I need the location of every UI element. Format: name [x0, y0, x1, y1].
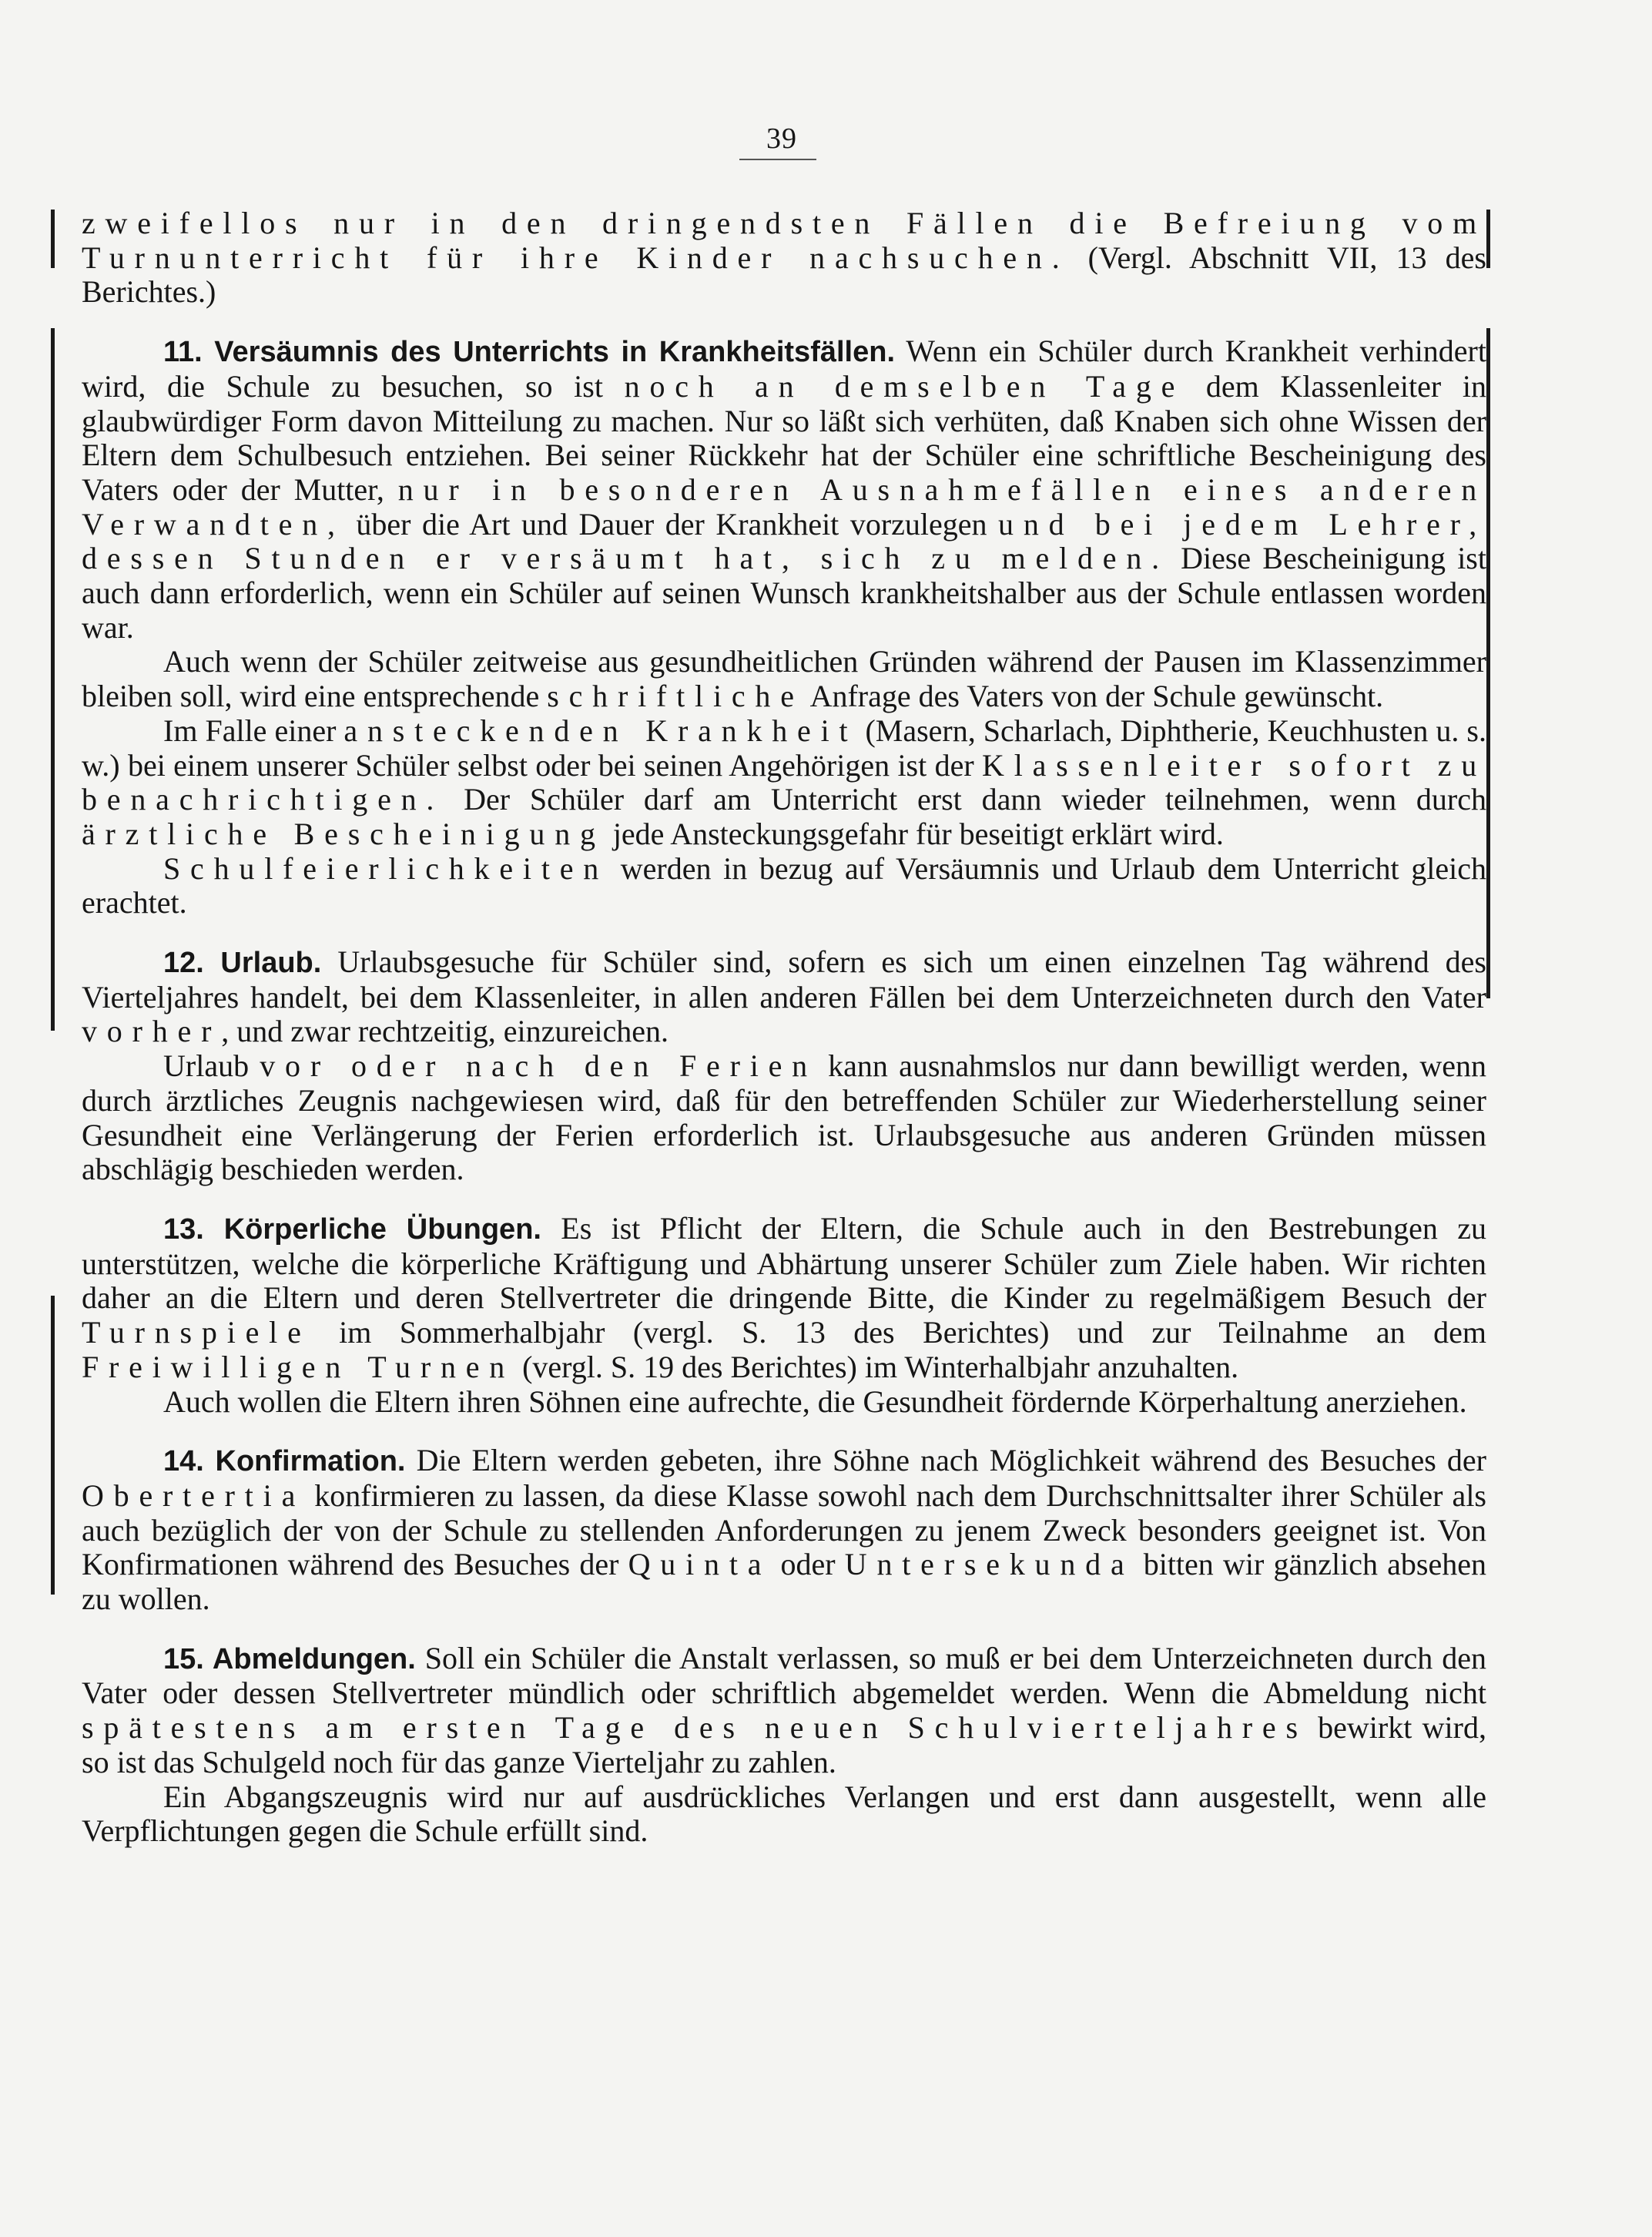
- s15-p1-emph: spätestens am ersten Tage des neuen Schulvierteljahres: [82, 1710, 1308, 1746]
- s11-text-c: dem Klassenleiter in glaubwürdiger Form davon Mitteilung zu machen. Nur so läßt sich verhüten, daß Knaben sich ohne Wissen der Eltern dem Schulbesuch entziehen. Bei seiner Rückkehr hat der Schüler eine schriftliche Bescheinigung des Vaters oder der Mutter,: [82, 368, 1486, 507]
- section-11-heading: 11. Versäumnis des Unterrichts in Krankheitsfällen.: [163, 336, 895, 369]
- s11-emph-b: noch an demselben Tage: [624, 368, 1185, 404]
- page-number: 39: [766, 122, 797, 155]
- intro-emphasis: zweifellos nur in den dringendsten Fällen die Befreiung vom Turnunterricht für ihre Kinder nachsuchen.: [82, 206, 1486, 275]
- s14-p1-g: bitten wir gänzlich absehen zu wollen.: [82, 1547, 1487, 1617]
- s15-p1-a: Soll ein Schüler die Anstalt verlassen, so muß er bei dem Unterzeichneten durch den Vater oder dessen Stellvertreter mündlich oder schriftlich abgemeldet werden. Wenn die Abmeldung nicht: [82, 1640, 1487, 1711]
- body-text: [82, 206, 1486, 1849]
- margin-bar-right-s11: [1486, 328, 1490, 998]
- section-15-heading: 15. Abmeldungen.: [163, 1642, 416, 1675]
- section-11-paragraph-2: [82, 645, 1486, 713]
- margin-bar-left-s13: [51, 1296, 55, 1595]
- s14-p1-emph-f: Untersekunda: [844, 1547, 1134, 1582]
- s12-p2-a: Urlaub: [163, 1048, 260, 1084]
- section-12-heading: 12. Urlaub.: [163, 947, 322, 980]
- s11-p3-emph-d: Klassenleiter sofort zu benachrichtigen.: [82, 747, 1486, 817]
- s14-p1-emph-b: Obertertia: [82, 1477, 306, 1513]
- s11-p2-emph: schriftliche: [547, 679, 804, 714]
- s11-text-g: Diese Bescheinigung ist auch dann erforderlich, wenn ein Schüler auf seinen Wunsch krankheitshalber aus der Schule entlassen worden war.: [82, 541, 1486, 645]
- margin-bar-left-s11: [51, 328, 55, 1031]
- s14-p1-e: oder: [771, 1547, 845, 1582]
- section-15-paragraph-1: [82, 1642, 1486, 1780]
- s12-p2-c: kann ausnahmslos nur dann bewilligt werden, wenn durch ärztliches Zeugnis nachgewiesen wird, daß für den betreffenden Schüler zur Wiederherstellung seiner Gesundheit eine Verlängerung der Ferien erforderlich ist. Urlaubsgesuche aus anderen Gründen müssen abschlägig beschieden werden.: [82, 1048, 1487, 1187]
- s11-p3-c: (Masern, Scharlach, Diphtherie, Keuchhusten u. s. w.) bei einem unserer Schüler selbst oder bei seinen Angehörigen ist der: [82, 713, 1486, 783]
- s14-p1-emph-d: Quinta: [628, 1547, 772, 1582]
- section-13-heading: 13. Körperliche Übungen.: [163, 1212, 541, 1246]
- section-12-paragraph-1: [82, 945, 1486, 1049]
- s13-p1-e: (vergl. S. 19 des Berichtes) im Winterhalbjahr anzuhalten.: [514, 1349, 1239, 1384]
- s14-p1-a: Die Eltern werden gebeten, ihre Söhne nach Möglichkeit während des Besuches der: [405, 1443, 1486, 1478]
- s15-p1-c: bewirkt wird, so ist das Schulgeld noch für das ganze Vierteljahr zu zahlen.: [82, 1710, 1486, 1779]
- section-11-paragraph-3: [82, 714, 1486, 852]
- s11-p3-emph-b: ansteckenden Krankheit: [343, 713, 858, 748]
- s11-p2-a: Auch wenn der Schüler zeitweise aus gesundheitlichen Gründen während der Pausen im Klassenzimmer bleiben soll, wird eine entsprechende: [82, 644, 1486, 714]
- s11-p3-e: Der Schüler darf am Unterricht erst dann wieder teilnehmen, wenn durch: [444, 782, 1486, 817]
- s11-p3-emph-f: ärztliche Bescheinigung: [82, 816, 605, 851]
- margin-bar-right-intro: [1486, 210, 1490, 268]
- s11-p3-g: jede Ansteckungsgefahr für beseitigt erklärt wird.: [605, 816, 1224, 851]
- s12-p1-a: Urlaubsgesuche für Schüler sind, sofern es sich um einen einzelnen Tag während des Vierteljahres handelt, bei dem Klassenleiter, in allen anderen Fällen bei dem Unterzeichneten durch den Vater: [82, 944, 1486, 1015]
- s11-emph-d: nur in besonderen Ausnahmefällen eines anderen Verwandten,: [82, 471, 1486, 542]
- s12-p1-c: , und zwar rechtzeitig, einzureichen.: [221, 1014, 669, 1049]
- section-13-paragraph-2: Auch wollen die Eltern ihren Söhnen eine aufrechte, die Gesundheit fördernde Körperhaltung anerziehen.: [163, 1383, 1467, 1419]
- s14-p1-c: konfirmieren zu lassen, da diese Klasse sowohl nach dem Durchschnittsalter ihrer Schüler als auch bezüglich der von der Schule zu stellenden Anforderungen zu jenem Zweck besonders geeignet ist. Von Konfirmationen während des Besuches der: [82, 1477, 1486, 1582]
- s12-p2-emph: vor oder nach den Ferien: [260, 1048, 817, 1084]
- s11-text-a: Wenn ein Schüler durch Krankheit verhindert wird, die Schule zu besuchen, so ist: [82, 334, 1486, 404]
- section-11-paragraph-1: [82, 334, 1486, 645]
- section-13-paragraph-1: [82, 1212, 1486, 1385]
- s13-p1-c: im Sommerhalbjahr (vergl. S. 13 des Berichtes) und zur Teilnahme an dem: [310, 1315, 1486, 1350]
- s11-p2-c: Anfrage des Vaters von der Schule gewünscht.: [803, 679, 1384, 714]
- s11-emph-f: und bei jedem Lehrer, dessen Stunden er versäumt hat, sich zu melden.: [82, 506, 1486, 576]
- section-14-paragraph-1: [82, 1444, 1486, 1617]
- s11-p3-a: Im Falle einer: [163, 713, 344, 748]
- section-11-paragraph-4: [82, 852, 1486, 921]
- intro-paragraph: [82, 206, 1486, 310]
- section-15-paragraph-2: Ein Abgangszeugnis wird nur auf ausdrückliches Verlangen und erst dann ausgestellt, wenn alle Verpflichtungen gegen die Schule erfüllt sind.: [82, 1779, 1486, 1849]
- s11-p4-emph: Schulfeierlichkeiten: [163, 850, 609, 886]
- s11-p4-b: werden in bezug auf Versäumnis und Urlaub dem Unterricht gleich erachtet.: [82, 850, 1486, 921]
- s13-p1-emph-b: Turnspiele: [82, 1315, 311, 1350]
- s13-p1-a: Es ist Pflicht der Eltern, die Schule auch in den Bestrebungen zu unterstützen, welche die körperliche Kräftigung und Abhärtung unserer Schüler zum Ziele haben. Wir richten daher an die Eltern und deren Stellvertreter die dringende Bitte, die Kinder zu regelmäßigem Besuch der: [82, 1210, 1486, 1316]
- intro-reference: (Vergl. Abschnitt VII, 13 des Berichtes.): [82, 240, 1486, 310]
- s11-text-e: über die Art und Dauer der Krankheit vorzulegen: [344, 506, 999, 542]
- margin-bar-left-intro: [51, 210, 55, 268]
- section-12-paragraph-2: [82, 1049, 1486, 1187]
- s13-p1-emph-d: Freiwilligen Turnen: [82, 1349, 515, 1384]
- s12-p1-emph: vorher: [82, 1014, 222, 1049]
- page-number-rule: [739, 159, 816, 160]
- section-14-heading: 14. Konfirmation.: [163, 1445, 406, 1478]
